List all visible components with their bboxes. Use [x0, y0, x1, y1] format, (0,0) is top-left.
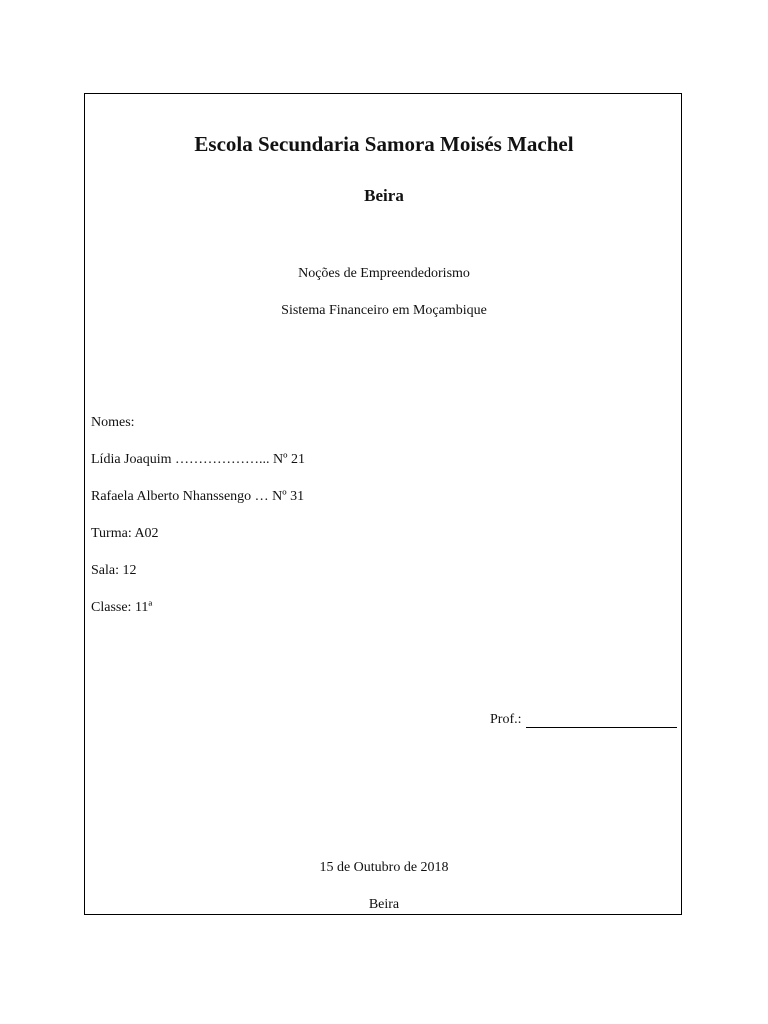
topic-title: Sistema Financeiro em Moçambique	[281, 303, 487, 318]
subject-title: Noções de Empreendedorismo	[298, 266, 470, 281]
professor-signature	[490, 712, 677, 728]
student-entry: Lídia Joaquim ………………... Nº 21	[91, 452, 305, 467]
student-entry: Rafaela Alberto Nhanssengo … Nº 31	[91, 489, 305, 504]
school-name: Escola Secundaria Samora Moisés Machel	[194, 132, 574, 156]
city-heading: Beira	[364, 186, 404, 205]
footer-city: Beira	[368, 897, 400, 912]
professor-label: Prof.:	[490, 712, 522, 727]
signature-line	[526, 712, 677, 728]
room-number: Sala: 12	[91, 563, 137, 578]
page-frame	[84, 93, 682, 915]
document-date: 15 de Outubro de 2018	[319, 860, 449, 875]
grade-level: Classe: 11ª	[91, 600, 153, 615]
names-label: Nomes:	[91, 415, 135, 430]
class-group: Turma: A02	[91, 526, 159, 541]
